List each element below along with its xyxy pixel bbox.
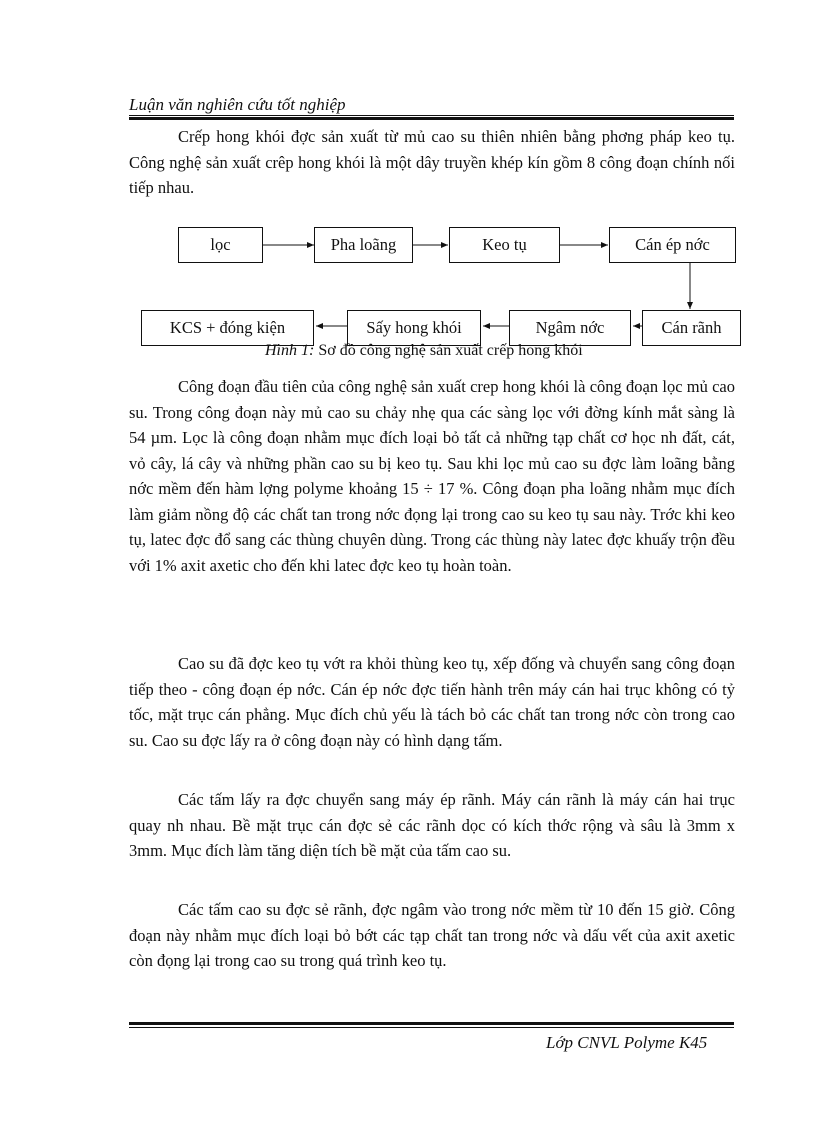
header-title: Luận văn nghiên cứu tốt nghiệp: [129, 95, 346, 114]
footer-rule-thin: [129, 1027, 734, 1028]
figure-caption-label: Hình 1:: [265, 342, 315, 359]
box-can-ranh: Cán rãnh: [642, 310, 741, 346]
figure-caption: [265, 342, 583, 360]
paragraph-3: Các tấm lấy ra đợc chuyển sang máy ép rãnh. Máy cán rãnh là máy cán hai trục quay nh nhau. Bề mặt trục cán đợc sẻ các rãnh dọc có kích thớc rộng và sâu là 3mm x 3mm. Mục đích làm tăng diện tích bề mặt của tấm cao su.: [129, 790, 735, 860]
box-say-hong-khoi: Sấy hong khói: [347, 310, 481, 346]
paragraph-1: Công đoạn đầu tiên của công nghệ sản xuất crep hong khói là công đoạn lọc mủ cao su. Trong công đoạn này mủ cao su chảy nhẹ qua các sàng lọc với đờng kính mắt sàng là 54 µm. Lọc là công đoạn nhằm mục đích loại bỏ tất cả những tạp chất cơ học nh đất, cát, vỏ cây, lá cây và những phần cao su bị keo tụ. Sau khi lọc mủ cao su đợc làm loãng bằng nớc mềm đến hàm lợng polyme khoảng 15 ÷ 17 %. Công đoạn pha loãng nhằm mục đích làm giảm nồng độ các chất tan trong nớc đọng lại trong cao su keo tụ sau này. Trớc khi keo tụ, latec đợc đổ sang các thùng chuyên dùng. Trong các thùng này latec đợc khuấy trộn đều với 1% axit axetic cho đến khi latec đợc keo tụ hoàn toàn.: [129, 377, 735, 575]
figure-caption-text: Sơ đồ công nghệ sản xuất crếp hong khói: [314, 342, 583, 359]
box-loc: lọc: [178, 227, 263, 263]
paragraph-2: Cao su đã đợc keo tụ vớt ra khỏi thùng keo tụ, xếp đống và chuyển sang công đoạn tiếp theo - công đoạn ép nớc. Cán ép nớc đợc tiến hành trên máy cán hai trục không có tỷ tốc, mặt trục cán phẳng. Mục đích chủ yếu là tách bỏ các chất tan trong nớc còn trong cao su. Cao su đợc lấy ra ở công đoạn này có hình dạng tấm.: [129, 654, 735, 750]
box-pha-loang: Pha loãng: [314, 227, 413, 263]
box-keo-tu: Keo tụ: [449, 227, 560, 263]
paragraph-4: Các tấm cao su đợc sẻ rãnh, đợc ngâm vào trong nớc mềm từ 10 đến 15 giờ. Công đoạn này nhằm mục đích loại bỏ bớt các tạp chất tan trong nớc và dấu vết của axit axetic còn đọng lại trong cao su trong quá trình keo tụ.: [129, 900, 735, 970]
box-ngam-nuoc: Ngâm nớc: [509, 310, 631, 346]
footer-class-label: Lớp CNVL Polyme K45: [546, 1033, 708, 1052]
intro-paragraph: Crếp hong khói đợc sản xuất từ mủ cao su thiên nhiên bằng phơng pháp keo tụ. Công nghệ sản xuất crêp hong khói là một dây truyền khép kín gồm 8 công đoạn chính nối tiếp nhau.: [129, 127, 735, 197]
footer-rule-thick: [129, 1022, 734, 1025]
box-kcs-dong-kien: KCS + đóng kiện: [141, 310, 314, 346]
box-can-ep-nuoc: Cán ép nớc: [609, 227, 736, 263]
